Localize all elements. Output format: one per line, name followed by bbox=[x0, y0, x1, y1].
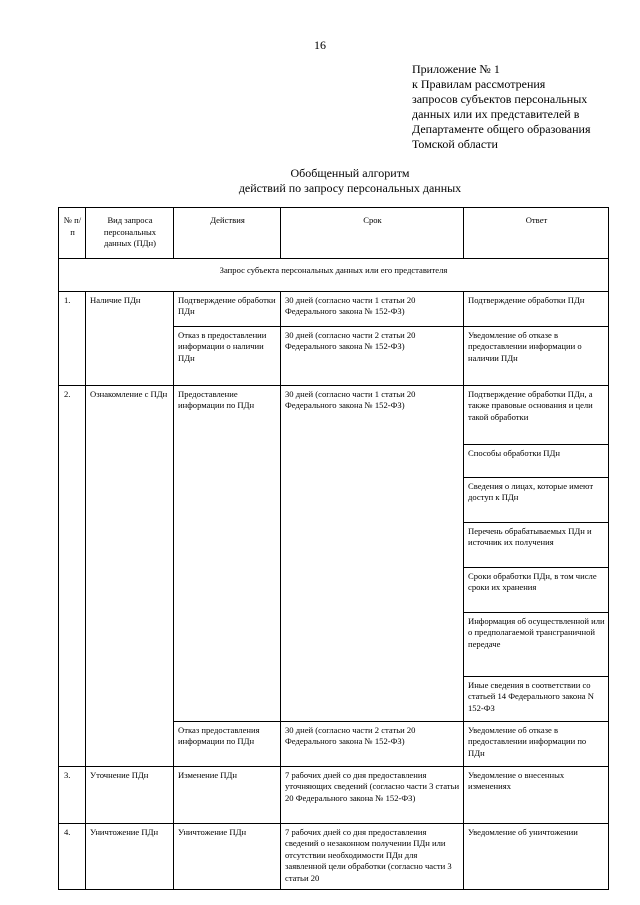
header-answer: Ответ bbox=[464, 208, 609, 259]
answer-cell: Подтверждение обработки ПДн bbox=[464, 291, 609, 326]
header-actions: Действия bbox=[174, 208, 281, 259]
section-title: Запрос субъекта персональных данных или его представителя bbox=[59, 259, 609, 292]
answer-cell: Информация об осуществленной или о предполагаемой трансграничной передаче bbox=[464, 612, 609, 676]
term-cell: 30 дней (согласно части 1 статьи 20 Федерального закона № 152-ФЗ) bbox=[281, 291, 464, 326]
term-cell: 7 рабочих дней со дня предоставления уточняющих сведений (согласно части 3 статьи 20 Федерального закона № 152-ФЗ) bbox=[281, 766, 464, 823]
annex-line: запросов субъектов персональных bbox=[412, 92, 588, 106]
table-header-row bbox=[59, 208, 609, 259]
row-number: 4. bbox=[59, 823, 86, 890]
answer-cell: Уведомление об отказе в предоставлении информации о наличии ПДн bbox=[464, 326, 609, 385]
table-row bbox=[59, 823, 609, 890]
answer-cell: Способы обработки ПДн bbox=[464, 444, 609, 477]
table-row bbox=[59, 766, 609, 823]
term-cell: 30 дней (согласно части 1 статьи 20 Федерального закона № 152-ФЗ) bbox=[281, 385, 464, 721]
annex-block bbox=[412, 62, 617, 152]
answer-cell: Перечень обрабатываемых ПДн и источник их получения bbox=[464, 522, 609, 567]
term-cell: 30 дней (согласно части 2 статьи 20 Федерального закона № 152-ФЗ) bbox=[281, 326, 464, 385]
header-number: № п/п bbox=[59, 208, 86, 259]
document-title bbox=[0, 166, 640, 196]
annex-line: к Правилам рассмотрения bbox=[412, 77, 546, 91]
answer-cell: Уведомление об уничтожении bbox=[464, 823, 609, 890]
page-number: 16 bbox=[314, 38, 326, 52]
annex-line: Томской области bbox=[412, 137, 498, 151]
document-title-line: действий по запросу персональных данных bbox=[238, 181, 462, 195]
answer-cell: Иные сведения в соответствии со статьей 14 Федерального закона N 152-ФЗ bbox=[464, 676, 609, 721]
annex-line: данных или их представителей в bbox=[412, 107, 580, 121]
header-term: Срок bbox=[281, 208, 464, 259]
answer-cell: Сроки обработки ПДн, в том числе сроки их хранения bbox=[464, 567, 609, 612]
annex-line: Департаменте общего образования bbox=[412, 122, 591, 136]
answer-cell: Уведомление о внесенных изменениях bbox=[464, 766, 609, 823]
annex-line: Приложение № 1 bbox=[412, 62, 500, 76]
algorithm-table bbox=[58, 207, 609, 890]
request-type-cell: Уничтожение ПДн bbox=[86, 823, 174, 890]
request-type-cell: Ознакомление с ПДн bbox=[86, 385, 174, 766]
action-cell: Уничтожение ПДн bbox=[174, 823, 281, 890]
table-row bbox=[59, 385, 609, 444]
action-cell: Отказ в предоставлении информации о наличии ПДн bbox=[174, 326, 281, 385]
table-row bbox=[59, 291, 609, 326]
header-request-type: Вид запроса персональных данных (ПДн) bbox=[86, 208, 174, 259]
action-cell: Изменение ПДн bbox=[174, 766, 281, 823]
action-cell: Отказ предоставления информации по ПДн bbox=[174, 721, 281, 766]
request-type-cell: Уточнение ПДн bbox=[86, 766, 174, 823]
answer-cell: Уведомление об отказе в предоставлении информации по ПДн bbox=[464, 721, 609, 766]
answer-cell: Сведения о лицах, которые имеют доступ к ПДн bbox=[464, 477, 609, 522]
request-type-cell: Наличие ПДн bbox=[86, 291, 174, 385]
term-cell: 30 дней (согласно части 2 статьи 20 Федерального закона № 152-ФЗ) bbox=[281, 721, 464, 766]
row-number: 1. bbox=[59, 291, 86, 385]
answer-cell: Подтверждение обработки ПДн, а также правовые основания и цели такой обработки bbox=[464, 385, 609, 444]
action-cell: Подтверждение обработки ПДн bbox=[174, 291, 281, 326]
section-row bbox=[59, 259, 609, 292]
action-cell: Предоставление информации по ПДн bbox=[174, 385, 281, 721]
term-cell: 7 рабочих дней со дня предоставления сведений о незаконном получении ПДн или отсутствии необходимости ПДн для заявленной цели обработки (согласно части 3 статьи 20 bbox=[281, 823, 464, 890]
row-number: 3. bbox=[59, 766, 86, 823]
row-number: 2. bbox=[59, 385, 86, 766]
document-title-line: Обобщенный алгоритм bbox=[290, 166, 410, 180]
